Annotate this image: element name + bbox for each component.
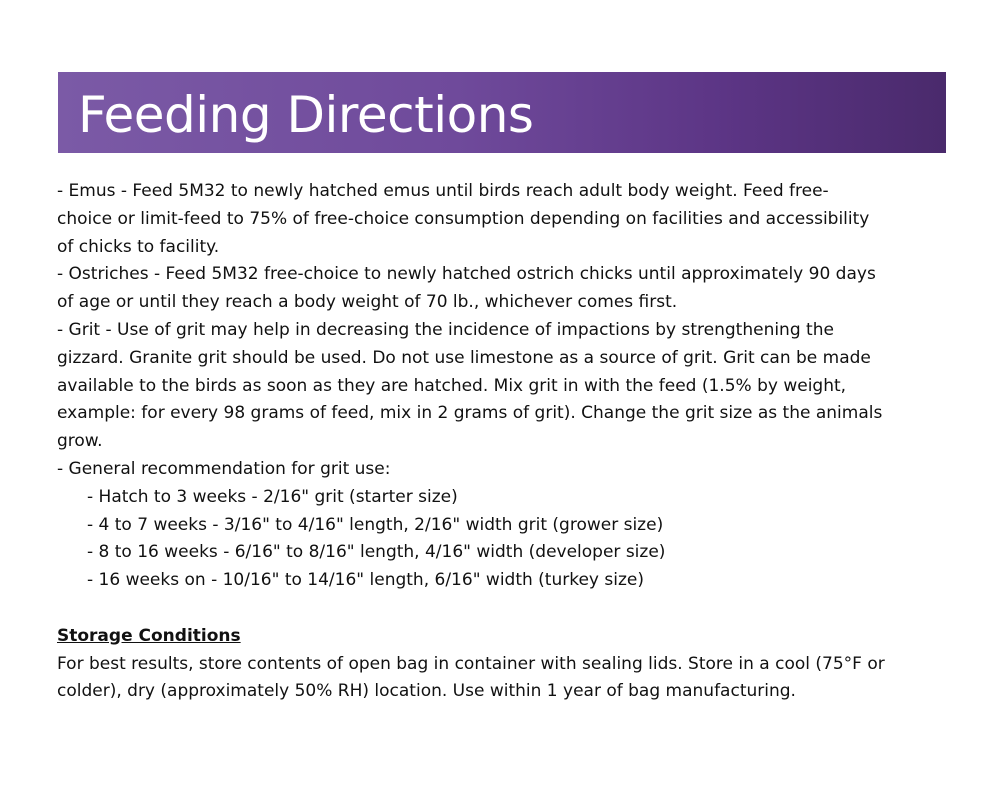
- title-banner: [58, 72, 946, 153]
- directions-line: of age or until they reach a body weight of 70 lb., whichever comes first.: [57, 292, 678, 313]
- directions-line: grow.: [57, 431, 103, 452]
- directions-line: - Ostriches - Feed 5M32 free-choice to newly hatched ostrich chicks until approximately 90 days: [57, 264, 876, 285]
- directions-line: - Grit - Use of grit may help in decreasing the incidence of impactions by strengthening the: [57, 319, 834, 340]
- storage-heading: Storage Conditions: [57, 625, 241, 646]
- directions-line: example: for every 98 grams of feed, mix in 2 grams of grit). Change the grit size as the animals: [57, 403, 883, 424]
- grit-size-item: - 16 weeks on - 10/16" to 14/16" length, 6/16" width (turkey size): [87, 570, 644, 591]
- page-title: Feeding Directions: [78, 85, 534, 144]
- directions-line: - General recommendation for grit use:: [57, 458, 391, 479]
- directions-line: choice or limit-feed to 75% of free-choice consumption depending on facilities and accessibility: [57, 208, 870, 229]
- grit-size-item: - 4 to 7 weeks - 3/16" to 4/16" length, 2/16" width grit (grower size): [87, 514, 664, 535]
- storage-line: colder), dry (approximately 50% RH) location. Use within 1 year of bag manufacturing.: [57, 681, 796, 702]
- grit-size-item: - 8 to 16 weeks - 6/16" to 8/16" length, 4/16" width (developer size): [87, 542, 666, 563]
- directions-line: available to the birds as soon as they are hatched. Mix grit in with the feed (1.5% by weight,: [57, 375, 847, 396]
- directions-line: of chicks to facility.: [57, 236, 220, 257]
- document-body: [57, 178, 937, 706]
- directions-line: - Emus - Feed 5M32 to newly hatched emus until birds reach adult body weight. Feed free-: [57, 181, 829, 201]
- directions-line: gizzard. Granite grit should be used. Do not use limestone as a source of grit. Grit can be made: [57, 347, 871, 368]
- storage-line: For best results, store contents of open bag in container with sealing lids. Store in a cool (75°F or: [57, 653, 885, 674]
- grit-size-item: - Hatch to 3 weeks - 2/16" grit (starter size): [87, 486, 458, 507]
- section-spacer: [57, 595, 937, 623]
